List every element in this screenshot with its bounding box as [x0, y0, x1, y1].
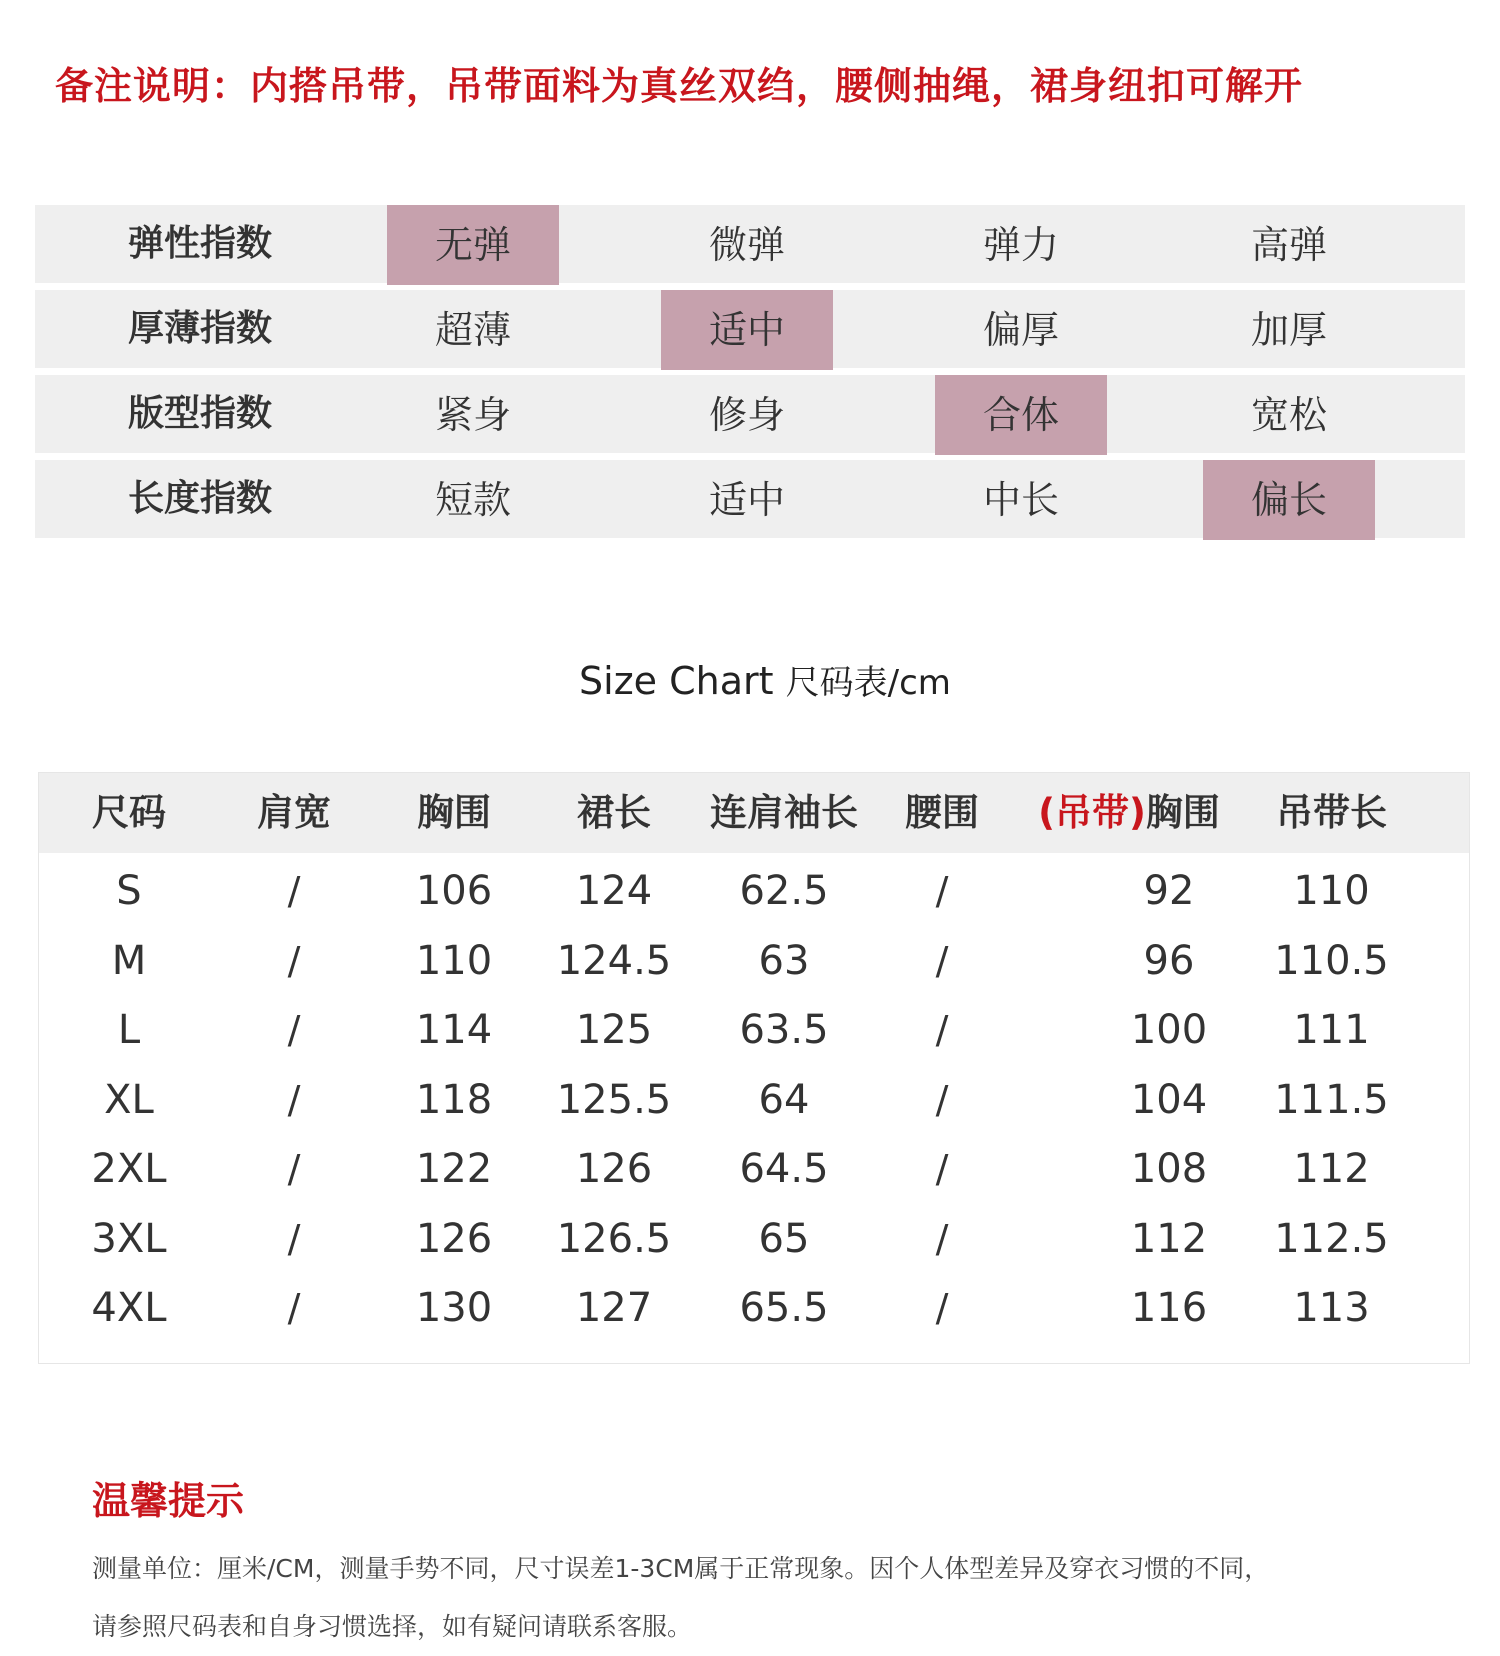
- table-cell: 63: [758, 937, 810, 984]
- table-cell: /: [287, 1216, 301, 1261]
- table-cell: 112: [1293, 1146, 1370, 1192]
- size-chart-table: [38, 772, 1470, 1364]
- table-row: [39, 1064, 1469, 1136]
- table-cell: 4XL: [91, 1285, 167, 1331]
- table-cell: /: [935, 869, 949, 913]
- table-cell: 96: [1143, 937, 1195, 984]
- size-chart-title: [0, 655, 1500, 704]
- index-option: 合体: [935, 375, 1107, 455]
- table-cell: /: [935, 1008, 949, 1052]
- size-chart-header: [39, 773, 1469, 853]
- table-row: [39, 1272, 1469, 1344]
- index-row-length: [35, 460, 1465, 538]
- table-cell: 126: [575, 1146, 653, 1192]
- camisole-bust-label: 胸围: [1145, 791, 1220, 834]
- table-cell: 110: [1293, 868, 1370, 914]
- index-option: 修身: [708, 393, 785, 437]
- header-sleeve-length: 连肩袖长: [710, 791, 858, 834]
- tips-line: 测量单位：厘米/CM，测量手势不同，尺寸误差1-3CM属于正常现象。因个人体型差异及穿衣习惯的不同，: [92, 1554, 1270, 1583]
- table-cell: /: [287, 1008, 301, 1052]
- index-label: 版型指数: [127, 393, 272, 434]
- table-row: [39, 925, 1469, 997]
- table-cell: /: [935, 1077, 949, 1122]
- table-cell: 65.5: [739, 1285, 829, 1331]
- header-shoulder: 肩宽: [257, 791, 331, 834]
- header-camisole-bust: [1014, 773, 1244, 853]
- index-option: 紧身: [434, 393, 511, 437]
- table-cell: L: [117, 1007, 141, 1053]
- tips-line: 请参照尺码表和自身习惯选择，如有疑问请联系客服。: [92, 1612, 693, 1641]
- table-cell: 112.5: [1274, 1215, 1389, 1262]
- header-strap-length: 吊带长: [1276, 791, 1387, 834]
- table-cell: 124: [575, 868, 653, 914]
- index-row-fit: [35, 375, 1465, 453]
- table-cell: /: [935, 938, 949, 983]
- size-chart-title-en: Size Chart: [579, 659, 774, 703]
- table-cell: XL: [104, 1076, 154, 1123]
- table-cell: 112: [1130, 1215, 1208, 1262]
- camisole-prefix: (吊带): [1038, 791, 1146, 834]
- table-cell: 126.5: [556, 1215, 672, 1262]
- size-chart-title-cn: 尺码表/cm: [785, 663, 951, 703]
- table-cell: 127: [575, 1285, 653, 1331]
- table-row: [39, 994, 1469, 1066]
- index-label: 弹性指数: [127, 223, 272, 264]
- table-cell: 130: [415, 1285, 493, 1331]
- table-cell: 64.5: [739, 1146, 829, 1192]
- table-row: [39, 1133, 1469, 1205]
- table-cell: /: [287, 938, 301, 983]
- table-cell: /: [935, 1286, 949, 1330]
- table-cell: 110: [415, 937, 493, 984]
- table-cell: 113: [1293, 1285, 1370, 1331]
- table-cell: 125: [575, 1007, 653, 1053]
- table-cell: 118: [415, 1076, 493, 1123]
- index-option: 短款: [434, 478, 511, 522]
- index-row-thickness: [35, 290, 1465, 368]
- table-cell: 114: [415, 1007, 493, 1053]
- index-option: 偏长: [1203, 460, 1375, 540]
- table-cell: 106: [415, 868, 493, 914]
- table-cell: 108: [1130, 1146, 1208, 1192]
- remark-note: 备注说明：内搭吊带，吊带面料为真丝双绉，腰侧抽绳，裙身纽扣可解开: [55, 64, 1304, 108]
- table-cell: 124.5: [556, 937, 672, 984]
- table-row: [39, 855, 1469, 927]
- tips-text: [92, 1540, 1472, 1656]
- index-label: 长度指数: [127, 478, 272, 519]
- index-option: 适中: [661, 290, 833, 370]
- table-cell: /: [287, 1147, 301, 1191]
- index-option: 超薄: [434, 308, 511, 352]
- index-option: 加厚: [1250, 308, 1327, 352]
- table-cell: 64: [758, 1076, 810, 1123]
- index-option: 弹力: [982, 223, 1059, 267]
- table-cell: /: [287, 1286, 301, 1330]
- table-cell: 125.5: [556, 1076, 672, 1123]
- table-cell: 2XL: [91, 1146, 167, 1192]
- index-option: 微弹: [708, 223, 785, 267]
- table-cell: 62.5: [739, 868, 829, 914]
- table-cell: 111: [1293, 1007, 1370, 1053]
- tips-title: 温馨提示: [92, 1479, 245, 1523]
- table-cell: /: [935, 1216, 949, 1261]
- fabric-index-table: [35, 205, 1465, 545]
- table-cell: 63.5: [739, 1007, 829, 1053]
- index-option: 无弹: [387, 205, 559, 285]
- index-label: 厚薄指数: [127, 308, 272, 349]
- header-skirt-length: 裙长: [577, 791, 651, 834]
- table-cell: /: [287, 1077, 301, 1122]
- table-cell: 111.5: [1274, 1076, 1389, 1123]
- index-option: 高弹: [1250, 223, 1327, 267]
- table-cell: S: [116, 868, 142, 914]
- header-bust: 胸围: [417, 791, 491, 834]
- table-cell: /: [287, 869, 301, 913]
- table-cell: 65: [758, 1215, 810, 1262]
- table-cell: 122: [415, 1146, 493, 1192]
- table-cell: 92: [1143, 868, 1195, 914]
- table-cell: 100: [1130, 1007, 1208, 1053]
- header-size: 尺码: [92, 791, 166, 834]
- index-row-elasticity: [35, 205, 1465, 283]
- index-option: 中长: [982, 478, 1059, 522]
- index-option: 偏厚: [982, 308, 1059, 352]
- header-waist: 腰围: [905, 791, 979, 834]
- table-row: [39, 1203, 1469, 1275]
- table-cell: 104: [1130, 1076, 1208, 1123]
- table-cell: /: [935, 1147, 949, 1191]
- table-cell: M: [111, 937, 147, 984]
- index-option: 适中: [708, 478, 785, 522]
- table-cell: 116: [1130, 1285, 1208, 1331]
- index-option: 宽松: [1250, 393, 1327, 437]
- table-cell: 110.5: [1274, 937, 1389, 984]
- table-cell: 3XL: [91, 1215, 167, 1262]
- table-cell: 126: [415, 1215, 493, 1262]
